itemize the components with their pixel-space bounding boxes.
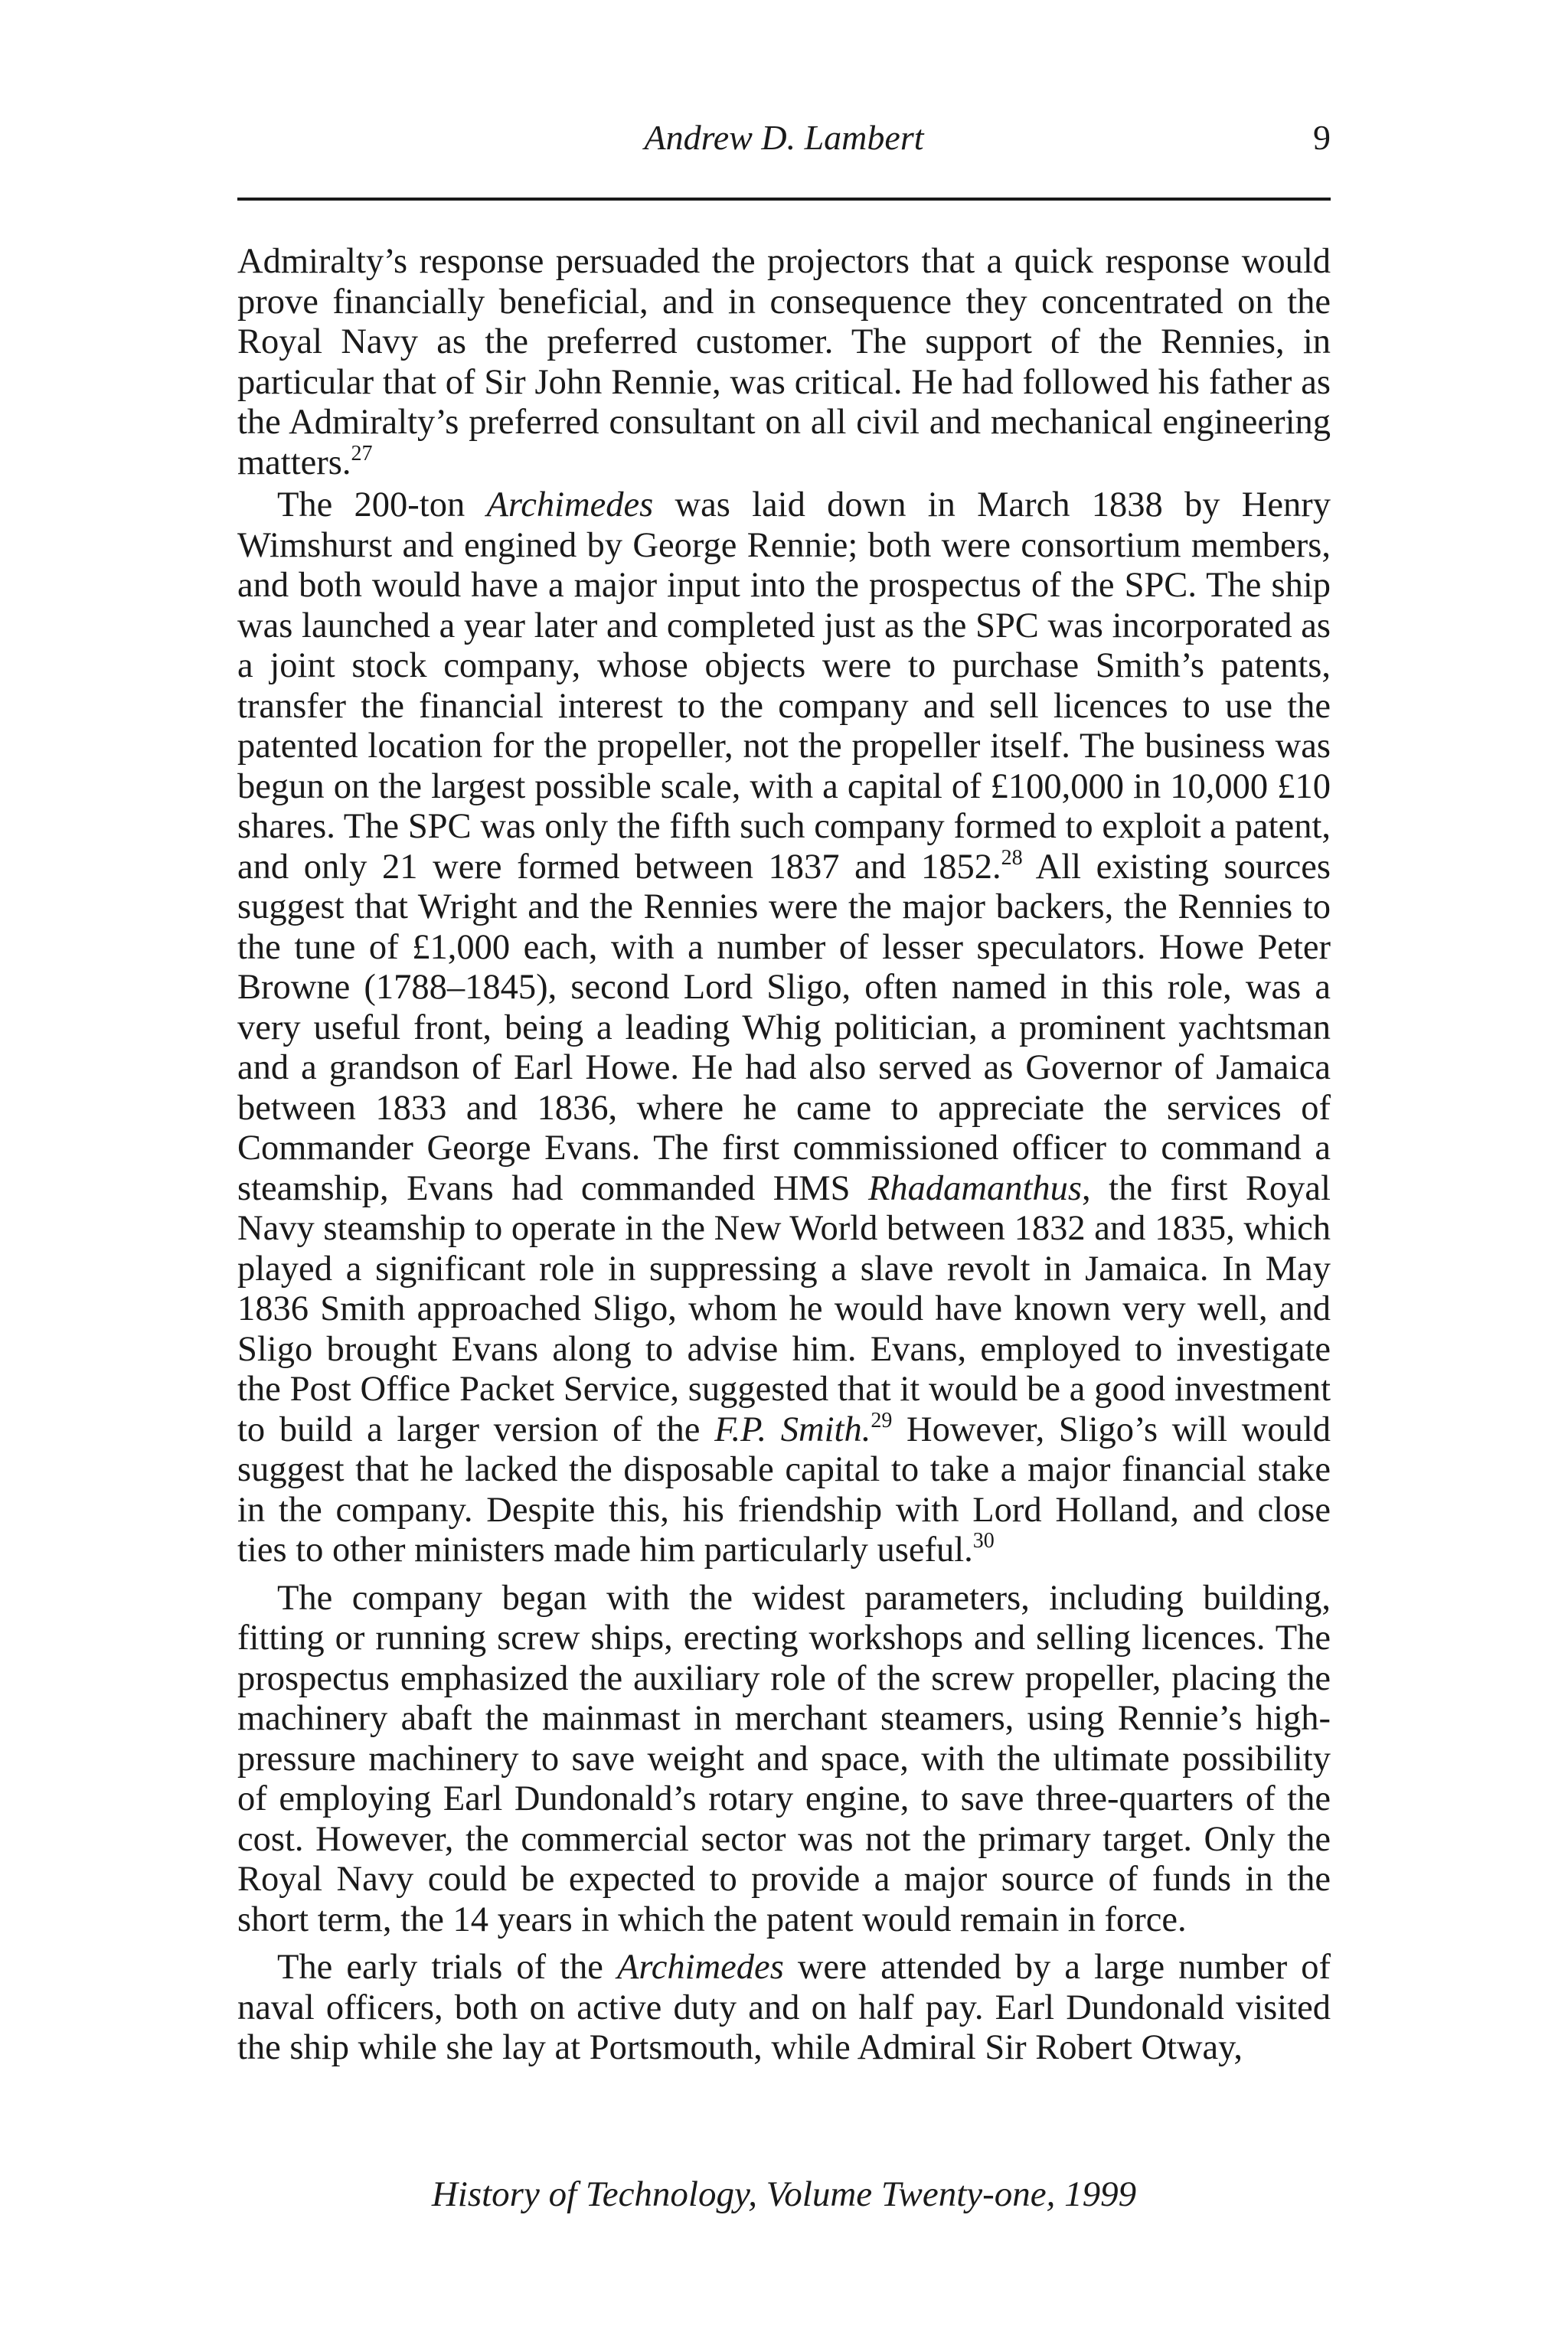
footnote-marker: 29: [871, 1408, 893, 1432]
footnote-marker: 27: [351, 441, 373, 466]
running-foot: History of Technology, Volume Twenty-one, 1999: [431, 2174, 1137, 2214]
text-run: The 200-ton: [277, 485, 487, 524]
text-run: , the first Royal Navy steamship to operate in the New World between 1832 and 1835, which played a significant role in suppressing a slave revolt in Jamaica. In May 1836 Smith approached Sligo, whom he would have known very well, and Sligo brought Evans along to advise him. Evans, employed to investigate the Post Office Packet Service, suggested that it would be a good investment to build a larger version of the: [237, 1168, 1331, 1449]
footnote-marker: 30: [972, 1529, 995, 1553]
paragraph-1: [237, 242, 1331, 483]
text-run: The company began with the widest parameters, including building, fitting or running screw ships, erecting workshops and selling licences. The prospectus emphasized the auxiliary role of the screw propeller, placing the machinery abaft the mainmast in merchant steamers, using Rennie’s high-pressure machinery to save weight and space, with the ultimate possibility of employing Earl Dundonald’s rotary engine, to save three-quarters of the cost. However, the commercial sector was not the primary target. Only the Royal Navy could be expected to provide a major source of funds in the short term, the 14 years in which the patent would remain in force.: [237, 1578, 1331, 1939]
article-body: [237, 242, 1331, 2069]
page-number: 9: [1313, 118, 1331, 157]
text-run: were attended by a large number of naval officers, both on active duty and on half pay. Earl Dundonald visited the ship while she lay at Portsmouth, while Admiral Sir Robert Otway,: [237, 1948, 1331, 2067]
italic-title: Archimedes: [617, 1948, 784, 1987]
text-run: The early trials of the: [277, 1948, 617, 1987]
italic-title: Archimedes: [486, 485, 654, 524]
text-run: Admiralty’s response persuaded the projectors that a quick response would prove financially beneficial, and in consequence they concentrated on the Royal Navy as the preferred customer. The support of the Rennies, in particular that of Sir John Rennie, was critical. He had followed his father as the Admiralty’s preferred consultant on all civil and mechanical engineering matters.: [237, 242, 1331, 482]
running-head: [237, 115, 1331, 161]
footnote-marker: 28: [1001, 845, 1023, 870]
header-rule: [237, 198, 1331, 201]
paragraph-2: [237, 485, 1331, 1571]
paragraph-3: [237, 1579, 1331, 1941]
paragraph-4: [237, 1948, 1331, 2069]
italic-title: Rhadamanthus: [868, 1168, 1083, 1208]
italic-title: F.P. Smith.: [714, 1410, 871, 1449]
text-run: However, Sligo’s will would suggest that he lacked the disposable capital to take a major financial stake in the company. Despite this, his friendship with Lord Holland, and close ties to other ministers made him particularly useful.: [237, 1410, 1331, 1570]
text-run: was laid down in March 1838 by Henry Wimshurst and engined by George Rennie; both were consortium members, and both would have a major input into the prospectus of the SPC. The ship was launched a year later and completed just as the SPC was incorporated as a joint stock company, whose objects were to purchase Smith’s patents, transfer the financial interest to the company and sell licences to use the patented location for the propeller, not the propeller itself. The business was begun on the largest possible scale, with a capital of £100,000 in 10,000 £10 shares. The SPC was only the fifth such company formed to exploit a patent, and only 21 were formed between 1837 and 1852.: [237, 485, 1331, 887]
text-run: All existing sources suggest that Wright and the Rennies were the major backers, the Rennies to the tune of £1,000 each, with a number of lesser speculators. Howe Peter Browne (1788–1845), second Lord Sligo, often named in this role, was a very useful front, being a leading Whig politician, a prominent yachtsman and a grandson of Earl Howe. He had also served as Governor of Jamaica between 1833 and 1836, where he came to appreciate the services of Commander George Evans. The first commissioned officer to command a steamship, Evans had commanded HMS: [237, 847, 1331, 1208]
running-head-author: Andrew D. Lambert: [644, 118, 924, 157]
